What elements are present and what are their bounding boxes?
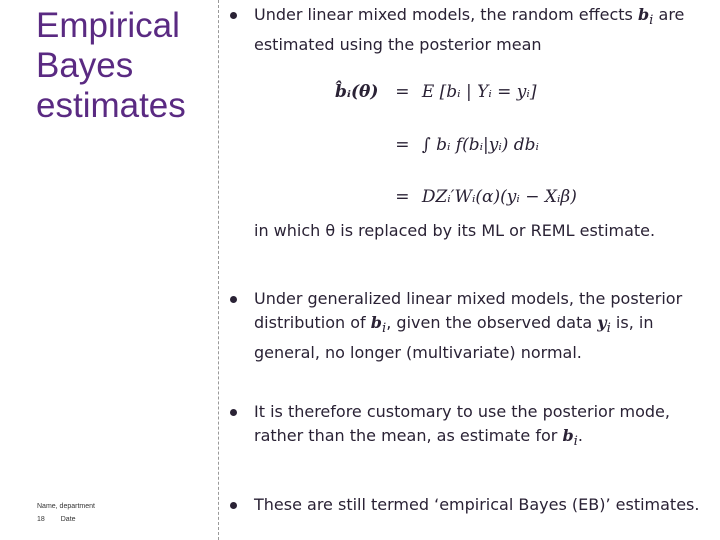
column-divider — [218, 0, 221, 540]
equation-row — [335, 82, 536, 102]
title-line: estimates — [36, 86, 186, 125]
equals-sign: = — [395, 82, 410, 102]
equals-sign: = — [395, 135, 410, 155]
page-number: 18 — [37, 516, 45, 523]
bullet-item — [230, 3, 700, 57]
footer-date: Date — [60, 516, 76, 523]
bullet-dot-icon — [230, 502, 237, 509]
math-symbol: b — [637, 5, 650, 24]
equation-lhs: b̂ᵢ(θ) — [335, 82, 379, 102]
title-line: Empirical — [36, 6, 180, 45]
equation-followup-text: in which θ is replaced by its ML or REML estimate. — [254, 221, 656, 240]
footer-meta — [37, 513, 95, 526]
math-symbol: y — [597, 313, 607, 332]
bullet-text: Under generalized linear mixed models, the posterior distribution of $b_i$, given the observed data $y_i$ is, in general, no longer (multivariate) normal. — [254, 289, 683, 363]
bullet-dot-icon — [230, 296, 237, 303]
equation-rhs: E [bᵢ | Yᵢ = yᵢ] — [421, 82, 537, 102]
slide-footer — [37, 500, 95, 526]
title-line: Bayes — [36, 46, 134, 85]
equation-row — [335, 187, 577, 207]
equation-rhs: DZᵢ′Wᵢ(α)(yᵢ − Xᵢβ) — [421, 187, 577, 207]
bullet-dot-icon — [230, 12, 237, 19]
bullet-text: These are still termed ‘empirical Bayes (EB)’ estimates. — [254, 495, 700, 514]
bullet-dot-icon — [230, 409, 237, 416]
bullet-text: Under linear mixed models, the random effects $b_i$ are estimated using the posterior mean — [254, 5, 685, 55]
equation-row — [335, 135, 539, 155]
bullet-item — [230, 400, 700, 454]
bullet-item — [230, 493, 700, 517]
math-symbol: b — [370, 313, 382, 332]
footer-department: Name, department — [37, 503, 95, 510]
math-symbol: b — [562, 426, 574, 445]
bullet-text: It is therefore customary to use the posterior mode, rather than the mean, as estimate for $b_i$. — [254, 402, 670, 450]
equation-rhs: ∫ bᵢ f(bᵢ|yᵢ) dbᵢ — [421, 135, 539, 155]
slide-title — [36, 6, 216, 126]
equals-sign: = — [395, 187, 410, 207]
bullet-item — [230, 287, 700, 365]
